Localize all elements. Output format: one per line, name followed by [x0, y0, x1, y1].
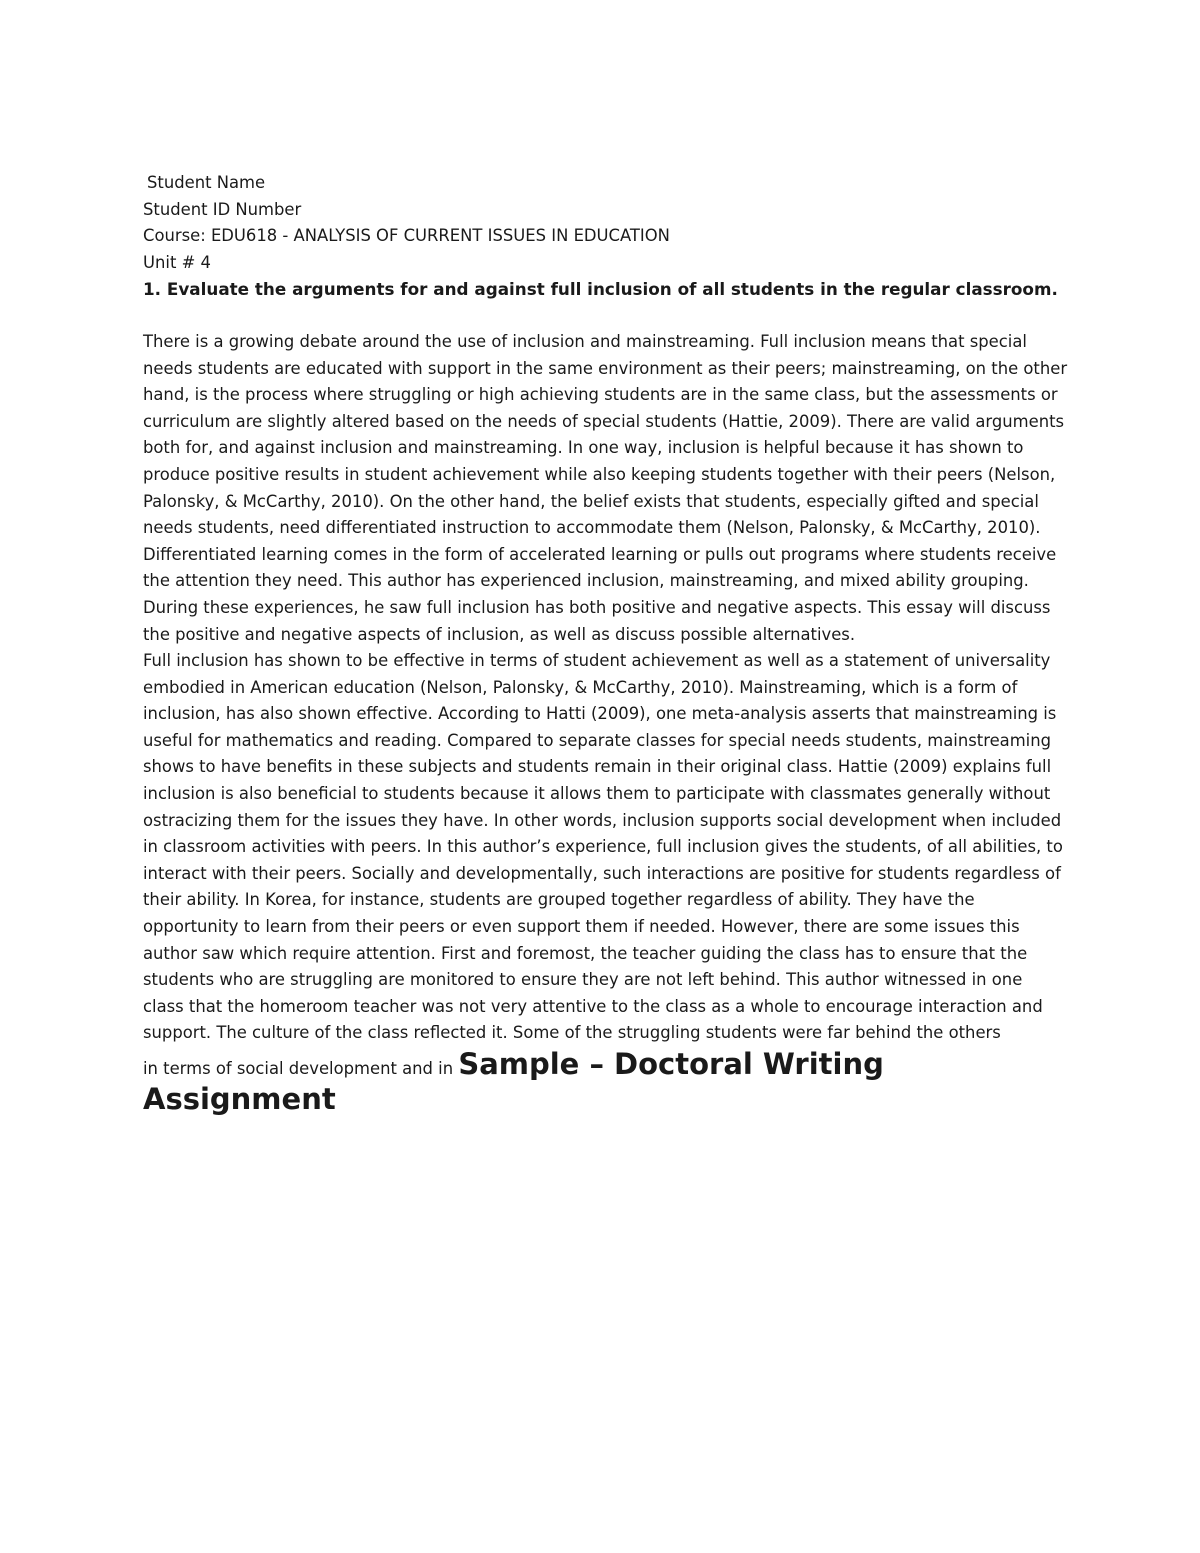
tail-text: in terms of social development and in: [143, 1059, 459, 1078]
document-body: [143, 170, 1068, 1117]
paragraph-tail: [143, 1047, 1068, 1117]
unit-number: Unit # 4: [143, 252, 211, 272]
paragraph-body: Full inclusion has shown to be effective in terms of student achievement as well as a statement of universality embodied in American education (Nelson, Palonsky, & McCarthy, 2010). Mainstreaming, which is a form of inclusion, has also shown effective. According to Hatti (2009), one meta-analysis asserts that mainstreaming is useful for mathematics and reading. Compared to separate classes for special needs students, mainstreaming shows to have benefits in these subjects and students remain in their original class. Hattie (2009) explains full inclusion is also beneficial to students because it allows them to participate with classmates generally without ostracizing them for the issues they have. In other words, inclusion supports social development when included in classroom activities with peers. In this author’s experience, full inclusion gives the students, of all abilities, to interact with their peers. Socially and developmentally, such interactions are positive for students regardless of their ability. In Korea, for instance, students are grouped together regardless of ability. They have the opportunity to learn from their peers or even support them if needed. However, there are some issues this author saw which require attention. First and foremost, the teacher guiding the class has to ensure that the students who are struggling are monitored to ensure they are not left behind. This author witnessed in one class that the homeroom teacher was not very attentive to the class as a whole to encourage interaction and support. The culture of the class reflected it. Some of the struggling students were far behind the others: [143, 651, 1063, 1043]
course-title: Course: EDU618 - ANALYSIS OF CURRENT ISSUES IN EDUCATION: [143, 226, 670, 246]
student-name: Student Name: [147, 173, 266, 192]
watermark-text: Sample – Doctoral Writing Assignment: [143, 1047, 884, 1116]
paragraph-intro: There is a growing debate around the use of inclusion and mainstreaming. Full inclusion means that special needs students are educated with support in the same environment as their peers; mainstreaming, on the other hand, is the process where struggling or high achieving students are in the same class, but the assessments or curriculum are slightly altered based on the needs of special students (Hattie, 2009). There are valid arguments both for, and against inclusion and mainstreaming. In one way, inclusion is helpful because it has shown to produce positive results in student achievement while also keeping students together with their peers (Nelson, Palonsky, & McCarthy, 2010). On the other hand, the belief exists that students, especially gifted and special needs students, need differentiated instruction to accommodate them (Nelson, Palonsky, & McCarthy, 2010). Differentiated learning comes in the form of accelerated learning or pulls out programs where students receive the attention they need. This author has experienced inclusion, mainstreaming, and mixed ability grouping. During these experiences, he saw full inclusion has both positive and negative aspects. This essay will discuss the positive and negative aspects of inclusion, as well as discuss possible alternatives.: [143, 331, 1068, 644]
student-id: Student ID Number: [143, 199, 302, 219]
question-heading: 1. Evaluate the arguments for and against full inclusion of all students in the regular classroom.: [143, 279, 1058, 300]
